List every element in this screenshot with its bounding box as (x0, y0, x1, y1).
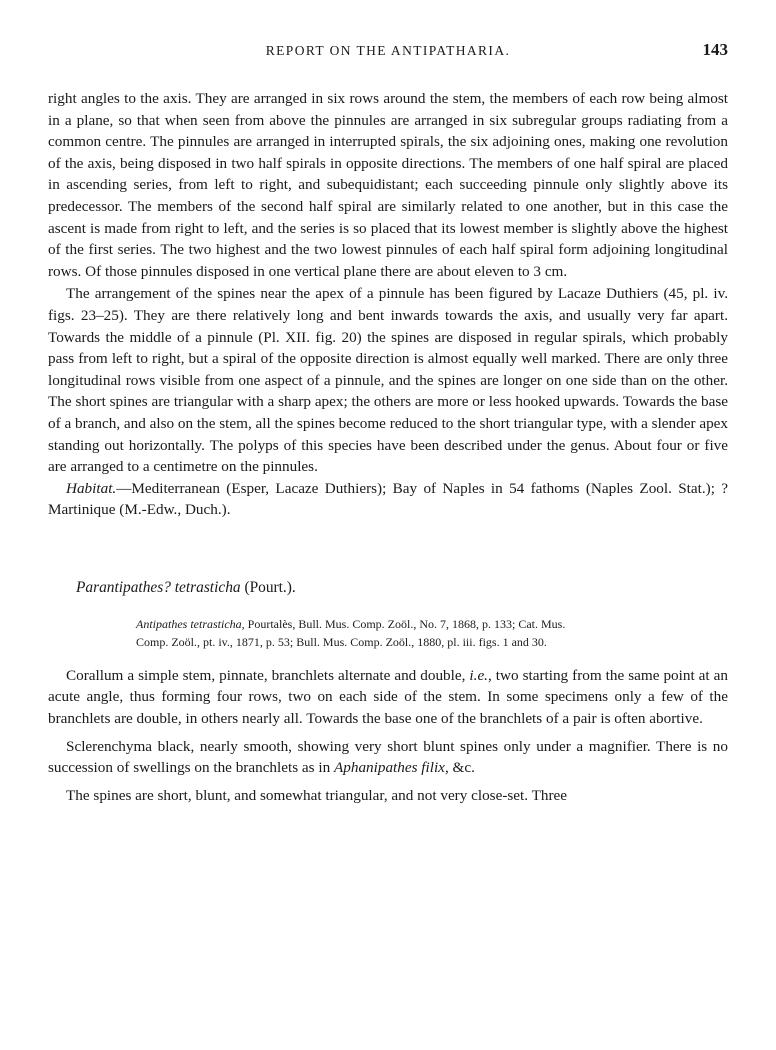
page-content (48, 40, 728, 806)
paragraph-sclerenchyma (48, 736, 728, 779)
corallum-text-a: Corallum a simple stem, pinnate, branchlets alternate and double, (66, 666, 470, 684)
species-heading (48, 577, 728, 599)
paragraph-spine-arrangement: The arrangement of the spines near the apex of a pinnule has been figured by Lacaze Duthiers (45, pl. iv. figs. 23–25). They are there relatively long and bent inwards towards the axis, and usually very far apart. Towards the middle of a pinnule (Pl. XII. fig. 20) the spines are disposed in regular spirals, which probably pass from left to right, but a spiral of the opposite direction is almost equally well marked. There are only three longitudinal rows visible from one aspect of a pinnule, and the spines are longer on one side than on the other. The short spines are triangular with a sharp apex; the others are more or less hooked upwards. Towards the base of a branch, and also on the stem, all the spines become reduced to the short triangular type, with a slender apex standing out horizontally. The polyps of this species have been described under the genus. About four or five are arranged to a centimetre on the pinnules. (48, 285, 728, 476)
paragraph-pinnule-arrangement: right angles to the axis. They are arranged in six rows around the stem, the members of each row being almost in a plane, so that when seen from above the pinnules are arranged in six subregular groups radiating from a common centre. The pinnules are arranged in interrupted spirals, the six adjoining ones, making one revolution of the axis, being disposed in two half spirals in opposite directions. The members of one half spiral are placed in ascending series, from left to right, and subequidistant; each succeeding pinnule only slightly above its predecessor. The members of the second half spiral are similarly related to one another, but in this case the ascent is made from right to left, and the series is so placed that its lowest member is slightly above the highest of the first series. The two highest and the two lowest pinnules of each half spiral form adjoining longitudinal rows. Of those pinnules disposed in one vertical plane there are about eleven to 3 cm. (48, 90, 728, 280)
page-header (48, 40, 728, 68)
corallum-ie: i.e. (469, 666, 488, 684)
running-title: REPORT ON THE ANTIPATHARIA. (265, 43, 511, 58)
paragraph-habitat (48, 478, 728, 521)
sclerenchyma-genus: Aphanipathes filix (333, 759, 445, 777)
species-name: Parantipathes? tetrasticha (76, 578, 241, 596)
corallum-text-b: , two starting from the same point at an acute angle, thus forming four rows, two on each side of the stem. In some specimens only a few of the branchlets are double, in others nearly all. Towards the base one of the branchlets of a pair is often abortive. (48, 666, 728, 728)
synonymy-references (48, 615, 728, 651)
habitat-text: —Mediterranean (Esper, Lacaze Duthiers); Bay of Naples in 54 fathoms (Naples Zool. Stat.); ? Martinique (M.-Edw., Duch.). (48, 479, 728, 519)
paragraph-spines: The spines are short, blunt, and somewhat triangular, and not very close-set. Three (66, 786, 567, 804)
species-author: (Pourt.). (240, 578, 296, 596)
sclerenchyma-text-a: Sclerenchyma black, nearly smooth, showing very short blunt spines only under a magnifier. There is no succession of swellings on the branchlets as in (48, 737, 728, 777)
reference-taxon: Antipathes tetrasticha, (136, 616, 245, 631)
reference-line-2: Comp. Zoöl., pt. iv., 1871, p. 53; Bull. Mus. Comp. Zoöl., 1880, pl. iii. figs. 1 and 30. (136, 634, 547, 649)
page-number: 143 (702, 40, 728, 59)
habitat-label: Habitat. (66, 479, 117, 497)
reference-citation-1: Pourtalès, Bull. Mus. Comp. Zoöl., No. 7, 1868, p. 133; Cat. Mus. (244, 616, 566, 631)
sclerenchyma-text-b: , &c. (444, 759, 475, 777)
reference-line-1 (136, 615, 728, 633)
paragraph-corallum (48, 665, 728, 730)
